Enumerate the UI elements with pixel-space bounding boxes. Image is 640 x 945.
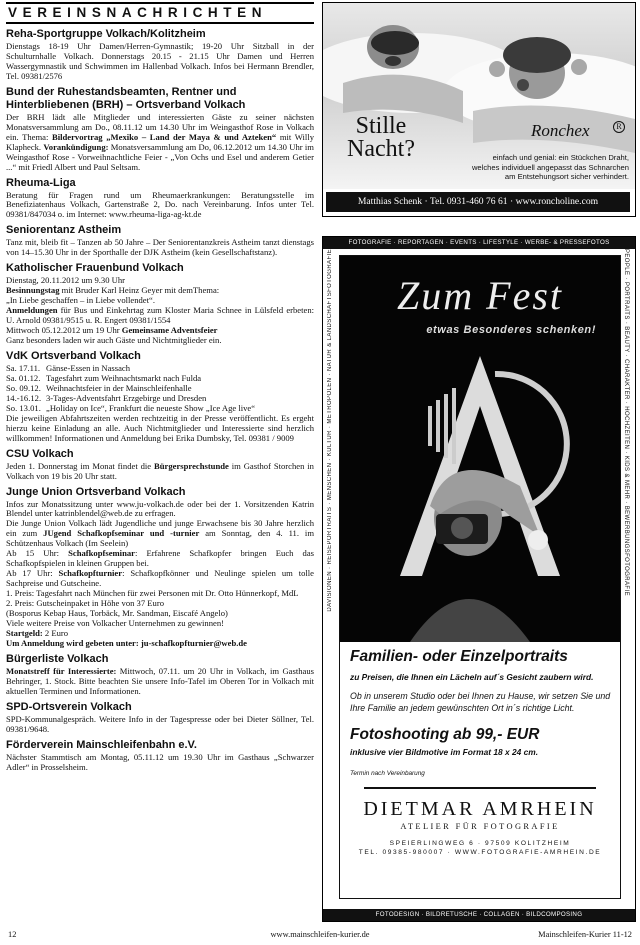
ad-script-subtitle: etwas Besonderes schenken! xyxy=(426,324,596,336)
schedule-row: Sa. 01.12. Tagesfahrt zum Weihnachtsmarkt nach Fulda xyxy=(6,372,202,383)
club-title: VdK Ortsverband Volkach xyxy=(6,349,141,362)
ad-top-strip: FOTOGRAFIE · REPORTAGEN · EVENTS · LIFESTYLE · WERBE- & PRESSEFOTOS xyxy=(323,237,635,249)
club-text: Der BRH lädt alle Mitglieder und interessierten Gäste zu seiner nächsten Monatsversammlung am Do., 08.11.12 um 14.30 Uhr im Weingasthof Rose in Volkach ein. Thema: Bildervortrag „Mexiko – Land der Maya & und Azteken“ mit Willy Klapheck. Vorankündigung: Monatsversammlung am Do, 06.12.2012 um 14.30 Uhr im Weingasthof Rose - Vorweihnachtliche Feier - „Von Ochs und Esel und anderem Getier ...“ mit Friedl Albert und Paul Seltsam. xyxy=(6,111,314,172)
schedule-row: So. 13.01. „Holiday on Ice“, Frankfurt die neueste Show „Ice Age live“ xyxy=(6,402,256,413)
club-title: Reha-Sportgruppe Volkach/Kolitzheim xyxy=(6,28,206,40)
club-entry xyxy=(6,739,314,773)
club-entry xyxy=(6,28,314,82)
divider xyxy=(364,787,596,789)
ad-script-title: Zum Fest xyxy=(397,273,563,318)
ad-contact-bar[interactable]: Matthias Schenk · Tel. 0931-460 76 61 · www.roncholine.com xyxy=(326,192,630,212)
ad-left-strip: DAVISIONEN · REISEPORTRAITS · MENSCHEN · KULTUR · METROPOLEN · NATUR & LANDSCHAFTSFOTOGRAFIE xyxy=(325,249,337,909)
photographer-name: DIETMAR AMRHEIN xyxy=(363,798,597,820)
ad-right-strip: PEOPLE · PORTRAITS · BEAUTY · CHARAKTER · HOCHZEITEN · KIDS & MEHR · BEWERBUNGSFOTOGRAFIE xyxy=(621,249,633,909)
brand-logo: Ronchex xyxy=(531,121,590,140)
club-title: Bund der Ruhestandsbeamten, Rentner und Hinterbliebenen (BRH) – Ortsverband Volkach xyxy=(6,85,246,111)
ad-headline: Stille Nacht? xyxy=(347,113,415,162)
schedule-row: 14.-16.12. 3-Tages-Adventsfahrt Erzgebirge und Dresden xyxy=(6,392,207,403)
ad-panel xyxy=(339,255,621,899)
club-entry xyxy=(6,653,314,697)
club-title: Förderverein Mainschleifenbahn e.V. xyxy=(6,738,197,751)
club-text: SPD-Kommunalgespräch. Weitere Info in der Tagespresse oder bei Dieter Söllner, Tel. 09381/9648. xyxy=(6,713,314,734)
schedule-row: So. 09.12. Weihnachtsfeier in der Mainschleifenhalle xyxy=(6,382,192,393)
ad-bottom-strip: FOTODESIGN · BILDRETUSCHE · COLLAGEN · BILDCOMPOSING xyxy=(323,909,635,921)
club-title: Rheuma-Liga xyxy=(6,176,76,189)
section-masthead: VEREINSNACHRICHTEN xyxy=(6,2,314,24)
club-text: Nächster Stammtisch am Montag, 05.11.12 um 19.30 Uhr im Gasthaus „Schwarzer Adler“ in Prosselsheim. xyxy=(6,751,314,772)
ad-offer-text: Ob in unserem Studio oder bei Ihnen zu Hause, wir setzen Sie und Ihre Familie an jedem gewünschten Ort in´s richtige Licht. xyxy=(350,691,611,713)
club-text: Infos zur Monatssitzung unter www.ju-volkach.de oder bei der 1. Vorsitzenden Katrin Blendel unter katrinblendel@web.de zu erfragen. Die Junge Union Volkach lädt Jugendliche und junge Erwachsene bis 30 Jahre herzlich ein zum JUgend Schafkopfseminar und -turnier am Sonntag, den 4. 11. im Schützenhaus Volkach (Im Seelein) Ab 15 Uhr: Schafkopfseminar: Erfahrene Schafkopfer bringen Euch das Schafkopfspielen in kleinen Gruppen bei. Ab 17 Uhr: Schafkopfturnier: Schafkopfkönner und Neulinge spielen um tolle Sachpreise und Gutscheine. 1. Preis: Tagesfahrt nach München für zwei Personen mit Dr. Otto Hünnerkopf, MdL 2. Preis: Gutscheinpaket in Höhe von 37 Euro (Bosporus Kebap Haus, Torbäck, Mr. Sandman, Eiscafé Angelo) Viele weitere Preise von Volkacher Unternehmen zu gewinnen! Startgeld: 2 Euro Um Anmeldung wird gebeten unter: ju-schafkopfturnier@web.de xyxy=(6,498,314,648)
event-schedule xyxy=(6,364,314,414)
club-text: Dienstag, 20.11.2012 um 9.30 Uhr Besinnungstag mit Bruder Karl Heinz Geyer mit demThema: „In Liebe geschaffen – in Liebe vollendet“. Anmeldungen für Bus und Einkehrtag zum Kloster Maria Schnee in Lülsfeld erbeten: U. Arnold 09381/9515 u. R. Engert 09381/1554 Mittwoch 05.12.2012 um 19 Uhr Gemeinsame Adventsfeier Ganz besonders laden wir auch Gäste und Nichtmitglieder ein. xyxy=(6,275,314,346)
club-entry xyxy=(6,701,314,735)
club-title: Bürgerliste Volkach xyxy=(6,652,109,665)
ad-price-heading: Fotoshooting ab 99,- EUR xyxy=(350,726,540,743)
club-title: Katholischer Frauenbund Volkach xyxy=(6,262,184,275)
club-text: Die jeweiligen Abfahrtszeiten werden rechtzeitig in der Presse veröffentlicht. Es ergeht hierzu keine Einladung an alle. Auch Nichtmitglieder und Interessierte sind herzlich willkommen! Informationen und Anmeldung bei Erika Dumbsky, Tel. 09381 / 9009 xyxy=(6,412,314,443)
club-news-column xyxy=(6,0,314,920)
club-text: Beratung für Fragen rund um Rheumaerkrankungen: Beratungsstelle im Benefiziatenhaus Volkach, Gartenstraße 2, Do. nach Vereinbarung. Infos unter Tel. 09381/847034 o. im Internet: www.rheuma-liga-ag-kt.de xyxy=(6,189,314,220)
club-entry xyxy=(6,448,314,482)
ad-tagline: einfach und genial: ein Stückchen Draht, welches individuell angepasst das Schnarchen am Entstehungsort sicher verhindert. xyxy=(471,153,629,182)
photographer-tagline: ATELIER FÜR FOTOGRAFIE xyxy=(400,822,560,831)
schedule-row: Sa. 17.11. Gänse-Essen in Nassach xyxy=(6,362,131,373)
club-text: Monatstreff für Interessierte: Mittwoch, 07.11. um 20 Uhr in Volkach, im Gasthaus Behringer, 1. Stock. Bitte beachten Sie unsere Info-Tafel im Oberen Tor in Volkach mit aktuellen Terminen und Informationen. xyxy=(6,665,314,696)
club-title: Junge Union Ortsverband Volkach xyxy=(6,485,186,498)
ronchex-advertisement[interactable] xyxy=(322,2,636,217)
ad-offer-heading: Familien- oder Einzelportraits xyxy=(350,648,568,665)
club-entry xyxy=(6,86,314,173)
club-entry xyxy=(6,224,314,258)
page-footer xyxy=(0,926,640,945)
club-text: Jeden 1. Donnerstag im Monat findet die Bürgersprechstunde im Gasthof Storchen in Volkach von 19 bis 20 Uhr statt. xyxy=(6,460,314,481)
club-entry xyxy=(6,177,314,221)
website-link[interactable]: www.mainschleifen-kurier.de xyxy=(270,930,370,939)
registered-icon: R xyxy=(613,121,625,133)
ad-offer-subline: zu Preisen, die Ihnen ein Lächeln auf´s Gesicht zaubern wird. xyxy=(350,672,594,682)
club-text: Dienstags 18-19 Uhr Damen/Herren-Gymnastik; 19-20 Uhr Sitzball in der Schulturnhalle Volkach. Donnerstags 20.15 - 21.15 Uhr Damen und Herren Wassergymnastik und Schwimmen im Hallenbad Volkach. Infos bei Hermann Brendler, Tel. 09381/2576 xyxy=(6,41,314,81)
club-entry xyxy=(6,486,314,649)
club-title: SPD-Ortsverein Volkach xyxy=(6,700,132,713)
ad-price-subline: inklusive vier Bildmotive im Format 18 x 24 cm. xyxy=(350,747,539,757)
club-title: Seniorentanz Astheim xyxy=(6,224,122,237)
club-entry xyxy=(6,262,314,346)
photographer-advertisement[interactable] xyxy=(322,236,636,922)
club-entry xyxy=(6,350,314,444)
publication-name: Mainschleifen-Kurier 11-12 xyxy=(538,930,632,939)
page-number: 12 xyxy=(8,930,17,939)
ad-appointment-note: Termin nach Vereinbarung xyxy=(350,770,425,777)
photographer-address[interactable]: SPEIERLINGWEG 6 · 97509 KOLITZHEIM TEL. 09385-980007 · WWW.FOTOGRAFIE-AMRHEIN.DE xyxy=(358,840,602,856)
club-title: CSU Volkach xyxy=(6,447,74,460)
club-text: Tanz mit, bleib fit – Tanzen ab 50 Jahre – Der Seniorentanzkreis Astheim tanzt dienstags von 14–15.30 Uhr in der Sporthalle der DJK Astheim (kein Gesellschaftstanz). xyxy=(6,237,314,258)
